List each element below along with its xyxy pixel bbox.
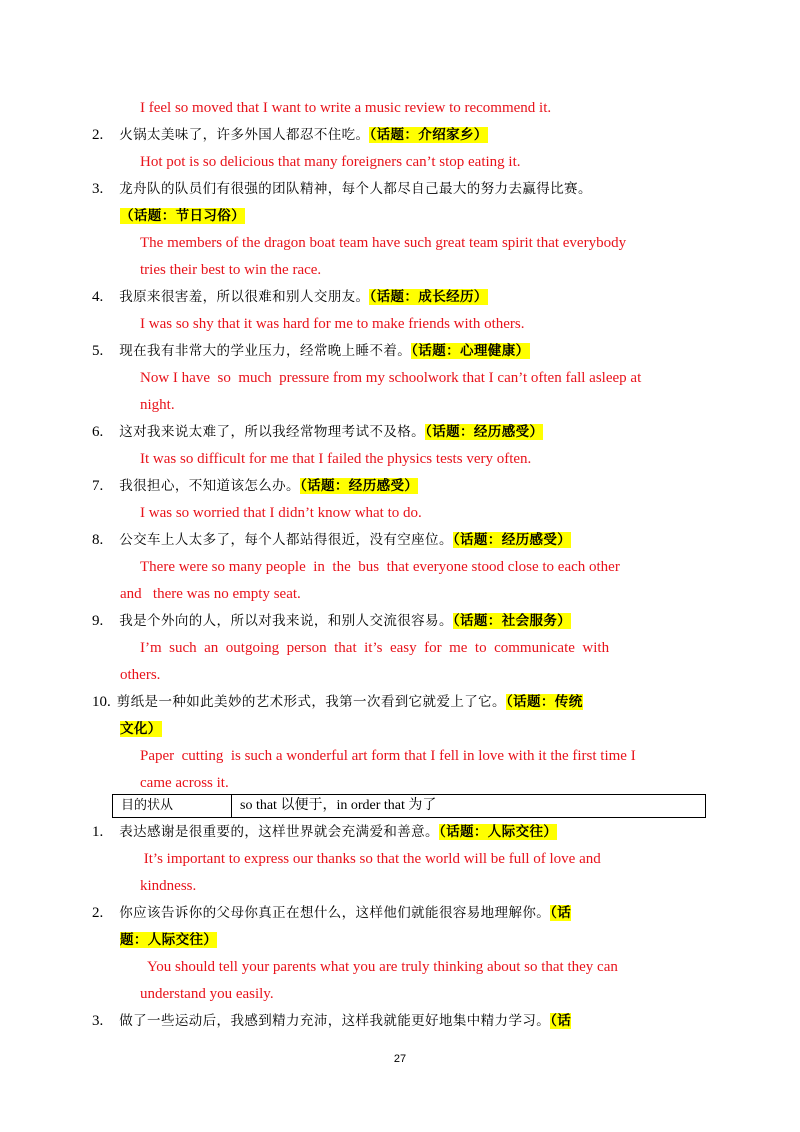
topic-tag: （话 [550, 905, 572, 921]
answer-text: It was so difficult for me that I failed the physics tests very often. [140, 451, 532, 467]
question-text: 火锅太美味了，许多外国人都忍不住吃。 [119, 127, 370, 143]
topic-tag: （话题：经历感受） [299, 478, 419, 494]
question-text: 我原来很害羞，所以很难和别人交朋友。 [119, 289, 370, 305]
answer-line [120, 665, 160, 685]
question-text: 表达感谢是很重要的，这样世界就会充满爱和善意。 [119, 824, 439, 840]
question-line [92, 341, 530, 361]
answer-line [140, 638, 609, 658]
topic-tag: 文化） [120, 721, 162, 737]
question-line [120, 206, 245, 226]
answer-line [140, 849, 601, 869]
topic-tag: 题：人际交往） [120, 932, 218, 948]
answer-line [140, 152, 521, 172]
answer-line [140, 449, 531, 469]
answer-text: night. [140, 397, 175, 413]
answer-line [140, 957, 618, 977]
topic-tag: （话题：经历感受） [425, 424, 544, 440]
item-number: 2. [92, 127, 104, 143]
item-number: 4. [92, 289, 104, 305]
answer-line [140, 260, 321, 280]
answer-text: I feel so moved that I want to write a music review to recommend it. [140, 100, 552, 116]
topic-tag: （话题：心理健康） [411, 343, 530, 359]
item-number: 9. [92, 613, 104, 629]
topic-tag: （话题：传统 [505, 694, 583, 710]
question-text: 这对我来说太难了，所以我经常物理考试不及格。 [119, 424, 426, 440]
answer-text: kindness. [140, 878, 197, 894]
question-text: 我是个外向的人，所以对我来说，和别人交流很容易。 [119, 613, 453, 629]
answer-line [140, 368, 641, 388]
question-line [92, 125, 488, 145]
question-line [92, 611, 571, 631]
question-line [120, 930, 217, 950]
answer-text: It’s important to express our thanks so that the world will be full of love and [140, 851, 601, 867]
question-line [92, 1011, 571, 1031]
question-line [92, 476, 418, 496]
topic-tag: （话题：人际交往） [438, 824, 558, 840]
question-text: 现在我有非常大的学业压力，经常晚上睡不着。 [119, 343, 412, 359]
question-line [92, 422, 543, 442]
question-line [92, 287, 488, 307]
topic-tag: （话 [550, 1013, 572, 1029]
answer-line [140, 98, 551, 118]
answer-text: and there was no empty seat. [120, 586, 301, 602]
answer-line [140, 984, 274, 1004]
answer-text: I was so worried that I didn’t know what to do. [140, 505, 422, 521]
answer-text: others. [120, 667, 161, 683]
table-content-cell: so that 以便于，in order that 为了 [240, 798, 437, 813]
question-text: 龙舟队的队员们有很强的团队精神，每个人都尽自己最大的努力去赢得比赛。 [119, 181, 592, 197]
answer-line [140, 503, 422, 523]
answer-text: I was so shy that it was hard for me to make friends with others. [140, 316, 525, 332]
topic-tag: （话题：成长经历） [369, 289, 488, 305]
answer-text: There were so many people in the bus that everyone stood close to each other [140, 559, 620, 575]
answer-line [120, 584, 301, 604]
answer-line [140, 233, 626, 253]
answer-text: came across it. [140, 775, 229, 791]
answer-line [140, 773, 229, 793]
topic-tag: （话题：经历感受） [452, 532, 572, 548]
grammar-table [112, 794, 706, 818]
question-text: 我很担心，不知道该怎么办。 [119, 478, 300, 494]
topic-tag: （话题：节日习俗） [120, 208, 246, 224]
answer-text: understand you easily. [140, 986, 274, 1002]
answer-text: You should tell your parents what you are truly thinking about so that they can [140, 959, 618, 975]
item-number: 10. [92, 694, 111, 710]
item-number: 7. [92, 478, 104, 494]
question-line [92, 903, 571, 923]
page-number: 27 [393, 1053, 407, 1065]
answer-text: Paper cutting is such a wonderful art form that I fell in love with it the first time I [140, 748, 636, 764]
question-line [120, 719, 162, 739]
question-text: 剪纸是一种如此美妙的艺术形式，我第一次看到它就爱上了它。 [116, 694, 506, 710]
answer-text: I’m such an outgoing person that it’s easy for me to communicate with [140, 640, 610, 656]
answer-text: tries their best to win the race. [140, 262, 322, 278]
item-number: 6. [92, 424, 104, 440]
answer-text: Now I have so much pressure from my schoolwork that I can’t often fall asleep at [140, 370, 642, 386]
question-text: 公交车上人太多了，每个人都站得很近，没有空座位。 [119, 532, 453, 548]
question-line [92, 530, 571, 550]
item-number: 5. [92, 343, 104, 359]
answer-line [140, 314, 525, 334]
question-text: 做了一些运动后，我感到精力充沛，这样我就能更好地集中精力学习。 [119, 1013, 551, 1029]
answer-text: Hot pot is so delicious that many foreigners can’t stop eating it. [140, 154, 521, 170]
topic-tag: （话题：社会服务） [452, 613, 572, 629]
item-number: 3. [92, 1013, 104, 1029]
item-number: 1. [92, 824, 104, 840]
table-label-cell: 目的状从 [113, 795, 232, 817]
question-line [92, 179, 592, 199]
question-line [92, 822, 557, 842]
answer-line [140, 876, 196, 896]
item-number: 2. [92, 905, 104, 921]
item-number: 3. [92, 181, 104, 197]
item-number: 8. [92, 532, 104, 548]
answer-line [140, 557, 620, 577]
topic-tag: （话题：介绍家乡） [369, 127, 488, 143]
answer-line [140, 746, 636, 766]
question-text: 你应该告诉你的父母你真正在想什么，这样他们就能很容易地理解你。 [119, 905, 551, 921]
answer-text: The members of the dragon boat team have such great team spirit that everybody [140, 235, 627, 251]
answer-line [140, 395, 175, 415]
question-line [92, 692, 583, 712]
